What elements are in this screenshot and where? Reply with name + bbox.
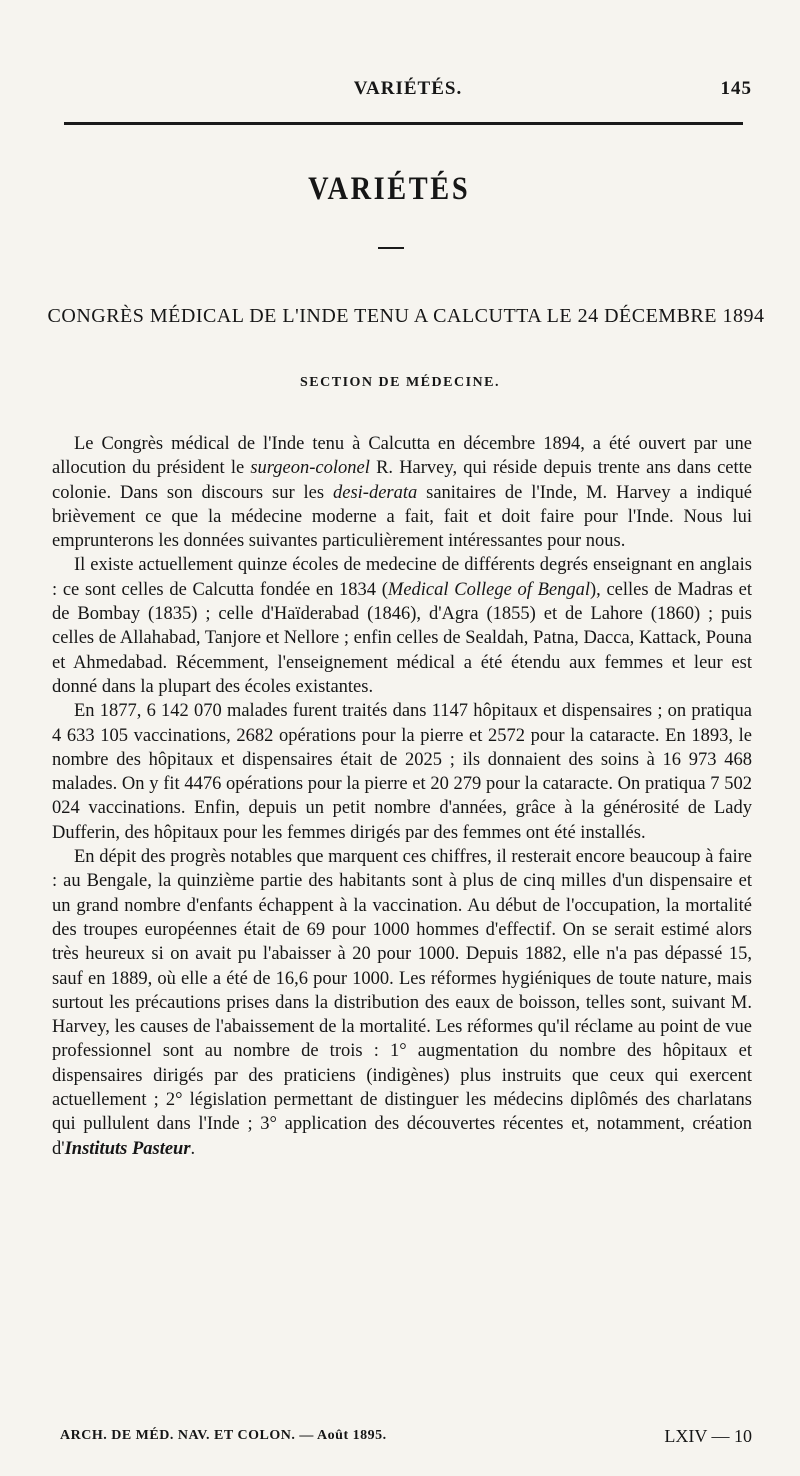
running-head bbox=[64, 78, 752, 102]
paragraph-2-italic-college: Medical College of Bengal bbox=[387, 579, 590, 600]
paragraph-2-text-2: ), celles de Madras et de Bombay (1835) ; celle d'Haïderabad (1846), d'Agra (1855) et de Lahore (1860) ; puis celles de Allahabad, Tanjore et Nellore ; enfin celles de Sealdah, Patna, Dacca, Kattack, Pouna et Ahmedabad. Récemment, l'enseignement médical a été étendu aux femmes et leur est donné dans la plupart des écoles existantes. bbox=[52, 579, 752, 697]
paragraph-4-italic-instituts: Instituts Pasteur bbox=[64, 1138, 191, 1159]
journal-citation: ARCH. DE MÉD. NAV. ET COLON. — Août 1895. bbox=[60, 1428, 387, 1443]
paragraph-3: En 1877, 6 142 070 malades furent traités dans 1147 hôpitaux et dispensaires ; on pratiqua 4 633 105 vaccinations, 2682 opérations pour la pierre et 2572 pour la cataracte. En 1893, le nombre des hôpitaux et dispensaires était de 2025 ; ils donnaient des soins à 16 973 468 malades. On y fit 4476 opérations pour la pierre et 20 279 pour la cataracte. On pratiqua 7 502 024 vaccinations. Enfin, depuis un petit nombre d'années, grâce à la générosité de Lady Dufferin, des hôpitaux pour les femmes dirigés par des femmes ont été installés. bbox=[52, 701, 752, 843]
article-body bbox=[52, 432, 752, 1161]
paragraph-1-text-3: sanitaires de l'Inde, M. Harvey a indiqué brièvement ce que la médecine moderne a fait, fait et doit faire pour l'Inde. Nous lui emprunterons les données suivantes particulièrement intéressantes pour nous. bbox=[52, 482, 753, 552]
page-footer bbox=[60, 1426, 752, 1448]
paragraph-4 bbox=[52, 845, 752, 1161]
paragraph-1-italic-surgeon-colonel: surgeon-colonel bbox=[250, 458, 370, 479]
header-rule bbox=[64, 122, 743, 125]
volume-signature: LXIV — 10 bbox=[664, 1426, 752, 1446]
paragraph-2 bbox=[52, 553, 752, 699]
paragraph-1-text: Le Congrès médical de l'Inde tenu à Calcutta en décembre 1894, a été ouvert par une allocution du président le bbox=[52, 434, 752, 479]
paragraph-2-text: Il existe actuellement quinze écoles de medecine de différents degrés enseignant en anglais : ce sont celles de Calcutta fondée en 1834 ( bbox=[52, 555, 752, 600]
running-title: VARIÉTÉS. bbox=[353, 78, 463, 99]
page-number: 145 bbox=[720, 78, 752, 99]
section-heading: SECTION DE MÉDECINE. bbox=[300, 375, 500, 390]
article-subtitle: CONGRÈS MÉDICAL DE L'INDE TENU A CALCUTTA LE 24 DÉCEMBRE 1894 bbox=[47, 305, 765, 327]
paragraph-1-text-2: R. Harvey, qui réside depuis trente ans dans cette colonie. Dans son discours sur les bbox=[52, 458, 752, 503]
paragraph-1-italic-desiderata: desi-derata bbox=[332, 482, 418, 503]
paragraph-4-text: En dépit des progrès notables que marquent ces chiffres, il resterait encore beaucoup à faire : au Bengale, la quinzième partie des habitants sont à plus de cinq milles d'un dispensaire et un grand nombre d'enfants échappent à la vaccination. Au début de l'occupation, la mortalité des troupes européennes était de 69 pour 1000 hommes d'effectif. On se serait estimé alors très heureux si on avait pu l'abaisser à 20 pour 1000. Depuis 1882, elle n'a pas dépassé 15, sauf en 1889, où elle a été de 16,6 pour 1000. Les réformes hygiéniques de toute nature, mais surtout les précautions prises dans la distribution des eaux de boisson, telles sont, suivant M. Harvey, les causes de l'abaissement de la mortalité. Les réformes qu'il réclame au point de vue professionnel sont au nombre de trois : 1° augmentation du nombre des hôpitaux et dispensaires dirigés par des praticiens (indigènes) plus instruits que ceux qui exercent actuellement ; 2° législation permettant de distinguer les médecins diplômés des charlatans qui pullulent dans l'Inde ; 3° application des découvertes récentes et, notamment, création d' bbox=[52, 847, 752, 1159]
paragraph-1 bbox=[52, 432, 752, 553]
title-dash bbox=[378, 247, 404, 249]
article-title: VARIÉTÉS bbox=[308, 171, 471, 207]
paragraph-4-text-2: . bbox=[190, 1138, 196, 1159]
